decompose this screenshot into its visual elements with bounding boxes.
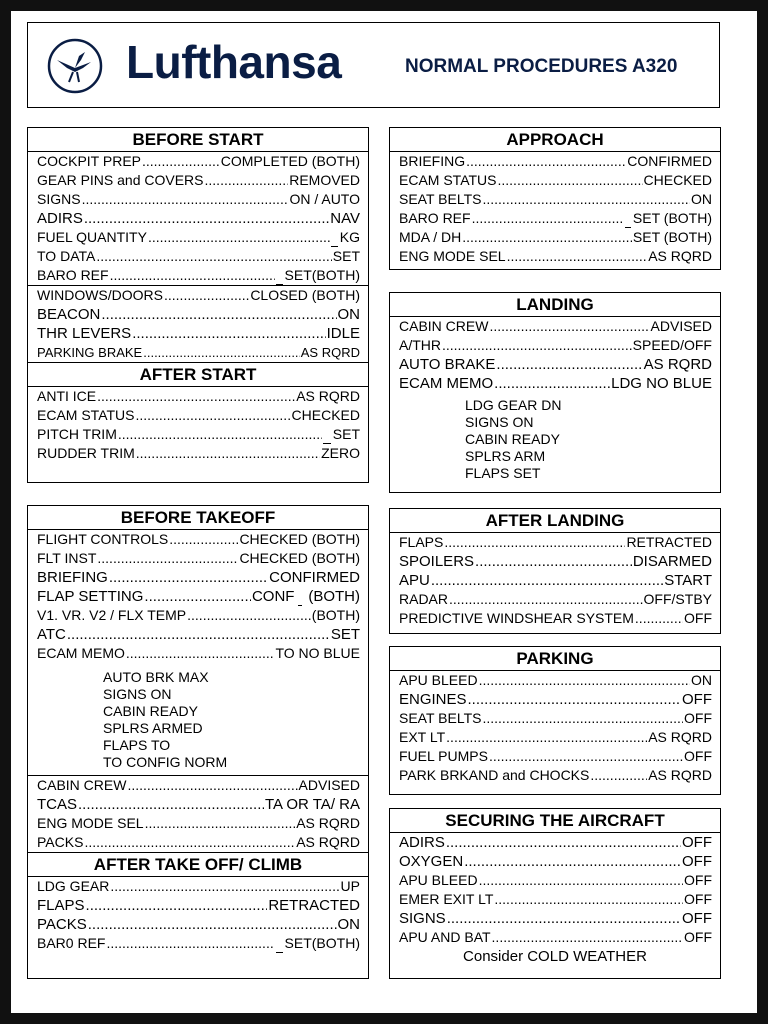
checklist-row (28, 587, 368, 606)
leader-dots (492, 928, 683, 947)
checklist-row (390, 190, 720, 209)
item-label: PITCH TRIM (37, 426, 117, 442)
leader-dots (489, 317, 649, 336)
after-landing-items (390, 533, 720, 628)
item-value: OFF (682, 834, 712, 851)
item-label: CABIN CREW (37, 777, 127, 793)
checklist-row (390, 247, 720, 266)
item-label: PACKS (37, 916, 87, 933)
section-title: PARKING (390, 647, 720, 671)
checklist-row (390, 171, 720, 190)
checklist-row (28, 387, 368, 406)
leader-dots (442, 336, 632, 355)
item-value: UP (340, 878, 360, 894)
item-value: REMOVED (289, 172, 360, 188)
checklist-row (390, 833, 720, 852)
item-value: AS RQRD (648, 729, 712, 745)
item-value: ADVISED (298, 777, 360, 793)
item-label: LDG GEAR (37, 878, 110, 894)
leader-dots (82, 190, 289, 209)
item-label: TCAS (37, 796, 78, 813)
item-label: SIGNS (37, 191, 81, 207)
item-label: BRIEFING (399, 153, 466, 169)
checklist-row (390, 374, 720, 393)
leader-dots (169, 530, 238, 549)
item-value: CHECKED (BOTH) (239, 531, 360, 547)
item-value-2: (BOTH) (308, 588, 360, 605)
item-value: OFF (684, 929, 712, 945)
checklist-row (28, 190, 368, 209)
checklist-row (390, 709, 720, 728)
checklist-row (28, 530, 368, 549)
checklist-row (390, 728, 720, 747)
checklist-row (28, 324, 368, 343)
item-value: CLOSED (BOTH) (250, 287, 360, 303)
leader-dots (96, 247, 331, 266)
fill-in-blank (331, 234, 338, 247)
item-value: CONFIRMED (269, 569, 360, 586)
takeoff-memo (28, 663, 368, 775)
item-value: AS RQRD (296, 388, 360, 404)
item-label: FLAP SETTING (37, 588, 144, 605)
leader-dots (109, 568, 268, 587)
item-label: FLAPS (399, 534, 444, 550)
memo-line: TO CONFIG NORM (103, 754, 228, 770)
leader-dots (462, 228, 632, 247)
item-value: NAV (330, 210, 360, 227)
item-label: ADIRS (399, 834, 445, 851)
checklist-row (390, 747, 720, 766)
item-value: OFF/STBY (643, 591, 712, 607)
before-takeoff-items-2 (28, 775, 368, 852)
item-label: BARO REF (399, 210, 471, 226)
item-value: SET(BOTH) (284, 267, 360, 283)
section-title: BEFORE TAKEOFF (28, 506, 368, 530)
checklist-row (28, 625, 368, 644)
leader-dots (494, 374, 610, 393)
item-value: OFF (682, 853, 712, 870)
leader-dots (97, 387, 295, 406)
checklist-row (28, 644, 368, 663)
leader-dots (444, 533, 625, 552)
securing-items (390, 833, 720, 947)
item-value: CONFIRMED (627, 153, 712, 169)
before-takeoff-items (28, 530, 368, 663)
header (27, 22, 720, 108)
leader-dots (482, 190, 690, 209)
memo-line: FLAPS SET (465, 465, 541, 481)
landing-box (389, 292, 721, 493)
approach-box (389, 127, 721, 270)
item-label: V1. VR. V2 / FLX TEMP (37, 607, 187, 623)
checklist-row (390, 690, 720, 709)
item-label: RADAR (399, 591, 449, 607)
leader-dots (498, 171, 643, 190)
item-label: RUDDER TRIM (37, 445, 135, 461)
item-value: OFF (684, 748, 712, 764)
item-label: SEAT BELTS (399, 191, 482, 207)
leader-dots (143, 343, 300, 362)
after-takeoff-items (28, 877, 368, 953)
item-value: AS RQRD (296, 815, 360, 831)
leader-dots (88, 915, 337, 934)
item-value: TO NO BLUE (275, 645, 360, 661)
item-label: ADIRS (37, 210, 83, 227)
before-start-items (28, 152, 368, 285)
item-label: APU (399, 572, 430, 589)
checklist-row (28, 343, 368, 362)
checklist-row (28, 425, 368, 444)
checklist-row (28, 606, 368, 625)
item-label: PARKING BRAKE (37, 345, 143, 360)
item-value: CHECKED (643, 172, 712, 188)
checklist-row (28, 934, 368, 953)
item-value: ON (691, 672, 712, 688)
section-title: AFTER LANDING (390, 509, 720, 533)
item-label: FUEL PUMPS (399, 748, 488, 764)
item-label: APU BLEED (399, 872, 478, 888)
item-value: OFF (684, 610, 712, 626)
leader-dots (145, 814, 296, 833)
leader-dots (67, 625, 330, 644)
checklist-row (28, 247, 368, 266)
item-value: SET(BOTH) (284, 935, 360, 951)
checklist-row (28, 877, 368, 896)
item-label: APU AND BAT (399, 929, 491, 945)
item-value: ON (691, 191, 712, 207)
leader-dots (494, 890, 683, 909)
leader-dots (110, 877, 339, 896)
fill-in-blank (276, 272, 282, 285)
checklist-row (390, 152, 720, 171)
leader-dots (84, 209, 329, 228)
item-value: OFF (682, 910, 712, 927)
leader-dots (78, 795, 264, 814)
item-label: PACKS (37, 834, 84, 850)
leader-dots (446, 833, 681, 852)
item-label: ATC (37, 626, 66, 643)
approach-items (390, 152, 720, 266)
item-label: SIGNS (399, 910, 446, 927)
checklist-row (390, 571, 720, 590)
checklist-row (390, 852, 720, 871)
item-label: WINDOWS/DOORS (37, 287, 163, 303)
item-label: ANTI ICE (37, 388, 97, 404)
item-label: CABIN CREW (399, 318, 489, 334)
leader-dots (447, 909, 681, 928)
item-label: FLIGHT CONTROLS (37, 531, 169, 547)
securing-box (389, 808, 721, 979)
item-value: OFF (684, 710, 712, 726)
leader-dots (449, 590, 643, 609)
item-value: AS RQRD (648, 248, 712, 264)
leader-dots (110, 266, 276, 285)
fill-in-blank (276, 940, 283, 953)
item-value: (BOTH) (311, 607, 360, 623)
item-value: SPEED/OFF (632, 337, 712, 353)
section-title: BEFORE START (28, 128, 368, 152)
item-label: FLT INST (37, 550, 97, 566)
lufthansa-crane-logo-icon (47, 38, 103, 94)
item-value: SET (332, 426, 360, 442)
leader-dots (86, 896, 268, 915)
leader-dots (118, 425, 322, 444)
item-value: AS RQRD (648, 767, 712, 783)
item-value: OFF (684, 872, 712, 888)
item-value: AS RQRD (643, 356, 712, 373)
landing-items (390, 317, 720, 393)
memo-line: LDG GEAR DN (465, 397, 562, 413)
checklist-row (28, 286, 368, 305)
checklist-row (390, 552, 720, 571)
item-value: ZERO (321, 445, 360, 461)
item-label: ENGINES (399, 691, 467, 708)
item-label: SEAT BELTS (399, 710, 482, 726)
leader-dots (187, 606, 311, 625)
leader-dots (127, 776, 297, 795)
item-value: START (664, 572, 712, 589)
item-label: AUTO BRAKE (399, 356, 496, 373)
checklist-row (28, 444, 368, 463)
item-value: SET (332, 248, 360, 264)
item-value: ON (337, 916, 360, 933)
item-value: OFF (682, 691, 712, 708)
leader-dots (482, 709, 683, 728)
checklist-row (28, 568, 368, 587)
checklist-row (390, 317, 720, 336)
leader-dots (496, 355, 642, 374)
item-value: ON / AUTO (289, 191, 360, 207)
item-value: RETRACTED (626, 534, 712, 550)
item-label: EXT LT (399, 729, 446, 745)
item-label: MDA / DH (399, 229, 462, 245)
checklist-row (28, 776, 368, 795)
section-title: SECURING THE AIRCRAFT (390, 809, 720, 833)
checklist-row (28, 266, 368, 285)
leader-dots (466, 152, 626, 171)
item-label: ECAM STATUS (37, 407, 135, 423)
item-value: ADVISED (650, 318, 712, 334)
item-value: RETRACTED (268, 897, 360, 914)
item-label: APU BLEED (399, 672, 478, 688)
item-label: THR LEVERS (37, 325, 132, 342)
item-value: COMPLETED (BOTH) (220, 153, 360, 169)
fill-in-blank (298, 593, 302, 606)
checklist-row (28, 814, 368, 833)
memo-line: SIGNS ON (465, 414, 534, 430)
before-takeoff-box (27, 505, 369, 979)
checklist-row (28, 228, 368, 247)
leader-dots (144, 587, 251, 606)
item-value: ON (337, 306, 360, 323)
leader-dots (136, 444, 320, 463)
checklist-row (390, 228, 720, 247)
checklist-row (28, 795, 368, 814)
item-label: SPOILERS (399, 553, 475, 570)
item-value: LDG NO BLUE (611, 375, 712, 392)
section-title: APPROACH (390, 128, 720, 152)
item-label: ECAM MEMO (37, 645, 125, 661)
fill-in-blank (625, 215, 631, 228)
item-label: PREDICTIVE WINDSHEAR SYSTEM (399, 610, 634, 626)
leader-dots (106, 934, 275, 953)
item-label: GEAR PINS and COVERS (37, 172, 204, 188)
landing-memo (390, 393, 720, 482)
item-value: CHECKED (BOTH) (239, 550, 360, 566)
leader-dots (475, 552, 632, 571)
checklist-row (28, 406, 368, 425)
leader-dots (590, 766, 647, 785)
document-title: NORMAL PROCEDURES A320 (405, 56, 678, 77)
leader-dots (84, 833, 295, 852)
item-value: CHECKED (291, 407, 360, 423)
section-title: AFTER TAKE OFF/ CLIMB (28, 852, 368, 877)
item-label: ECAM MEMO (399, 375, 494, 392)
memo-line: FLAPS TO (103, 737, 171, 753)
memo-line: SPLRS ARM (465, 448, 546, 464)
item-value: OFF (684, 891, 712, 907)
item-label: OXYGEN (399, 853, 464, 870)
item-label: FUEL QUANTITY (37, 229, 147, 245)
fill-in-blank (323, 431, 331, 444)
leader-dots (97, 549, 238, 568)
leader-dots (205, 171, 289, 190)
checklist-row (390, 209, 720, 228)
checklist-row (390, 766, 720, 785)
item-value: CONF (251, 588, 295, 605)
item-label: ENG MODE SEL (399, 248, 506, 264)
checklist-row (390, 533, 720, 552)
before-start-items-2 (28, 285, 368, 362)
item-label: PARK BRKAND and CHOCKS (399, 767, 590, 783)
checklist-row (390, 590, 720, 609)
before-start-box (27, 127, 369, 483)
parking-items (390, 671, 720, 785)
section-title: AFTER START (28, 362, 368, 387)
checklist-row (28, 171, 368, 190)
item-label: EMER EXIT LT (399, 891, 494, 907)
leader-dots (464, 852, 681, 871)
leader-dots (148, 228, 330, 247)
checklist-row (28, 896, 368, 915)
item-label: BRIEFING (37, 569, 108, 586)
checklist-row (28, 209, 368, 228)
after-landing-box (389, 508, 721, 634)
item-label: TO DATA (37, 248, 96, 264)
item-value: AS RQRD (296, 834, 360, 850)
item-value: TA OR TA/ RA (264, 796, 360, 813)
checklist-row (28, 915, 368, 934)
checklist-row (28, 833, 368, 852)
memo-line: SIGNS ON (103, 686, 172, 702)
leader-dots (101, 305, 336, 324)
leader-dots (468, 690, 681, 709)
item-label: FLAPS (37, 897, 85, 914)
item-value: AS RQRD (300, 345, 360, 360)
item-value: SET (BOTH) (632, 229, 712, 245)
memo-line: SPLRS ARMED (103, 720, 203, 736)
checklist-row (390, 355, 720, 374)
item-label: ENG MODE SEL (37, 815, 144, 831)
item-value: KG (339, 229, 360, 245)
item-label: BEACON (37, 306, 101, 323)
leader-dots (507, 247, 648, 266)
checklist-row (28, 305, 368, 324)
checklist-row (390, 928, 720, 947)
memo-line: CABIN READY (103, 703, 198, 719)
cold-weather-note: Consider COLD WEATHER (463, 948, 647, 965)
item-value: IDLE (326, 325, 360, 342)
item-label: BAR0 REF (37, 935, 106, 951)
leader-dots (472, 209, 624, 228)
leader-dots (126, 644, 275, 663)
leader-dots (479, 671, 690, 690)
leader-dots (446, 728, 647, 747)
checklist-row (28, 549, 368, 568)
leader-dots (489, 747, 683, 766)
leader-dots (431, 571, 663, 590)
section-title: LANDING (390, 293, 720, 317)
leader-dots (635, 609, 683, 628)
leader-dots (132, 324, 325, 343)
item-value: SET (BOTH) (632, 210, 712, 226)
checklist-row (390, 609, 720, 628)
after-start-items (28, 387, 368, 463)
checklist-row (390, 671, 720, 690)
item-label: A/THR (399, 337, 441, 353)
item-label: BARO REF (37, 267, 109, 283)
item-label: ECAM STATUS (399, 172, 497, 188)
memo-line: AUTO BRK MAX (103, 669, 209, 685)
item-value: DISARMED (632, 553, 712, 570)
checklist-row (390, 890, 720, 909)
leader-dots (142, 152, 220, 171)
checklist-row (390, 909, 720, 928)
item-value: SET (330, 626, 360, 643)
leader-dots (164, 286, 249, 305)
checklist-row (28, 152, 368, 171)
item-label: COCKPIT PREP (37, 153, 141, 169)
leader-dots (479, 871, 683, 890)
memo-line: CABIN READY (465, 431, 560, 447)
leader-dots (136, 406, 291, 425)
parking-box (389, 646, 721, 795)
checklist-row (390, 871, 720, 890)
brand-wordmark: Lufthansa (126, 36, 342, 88)
checklist-row (390, 336, 720, 355)
